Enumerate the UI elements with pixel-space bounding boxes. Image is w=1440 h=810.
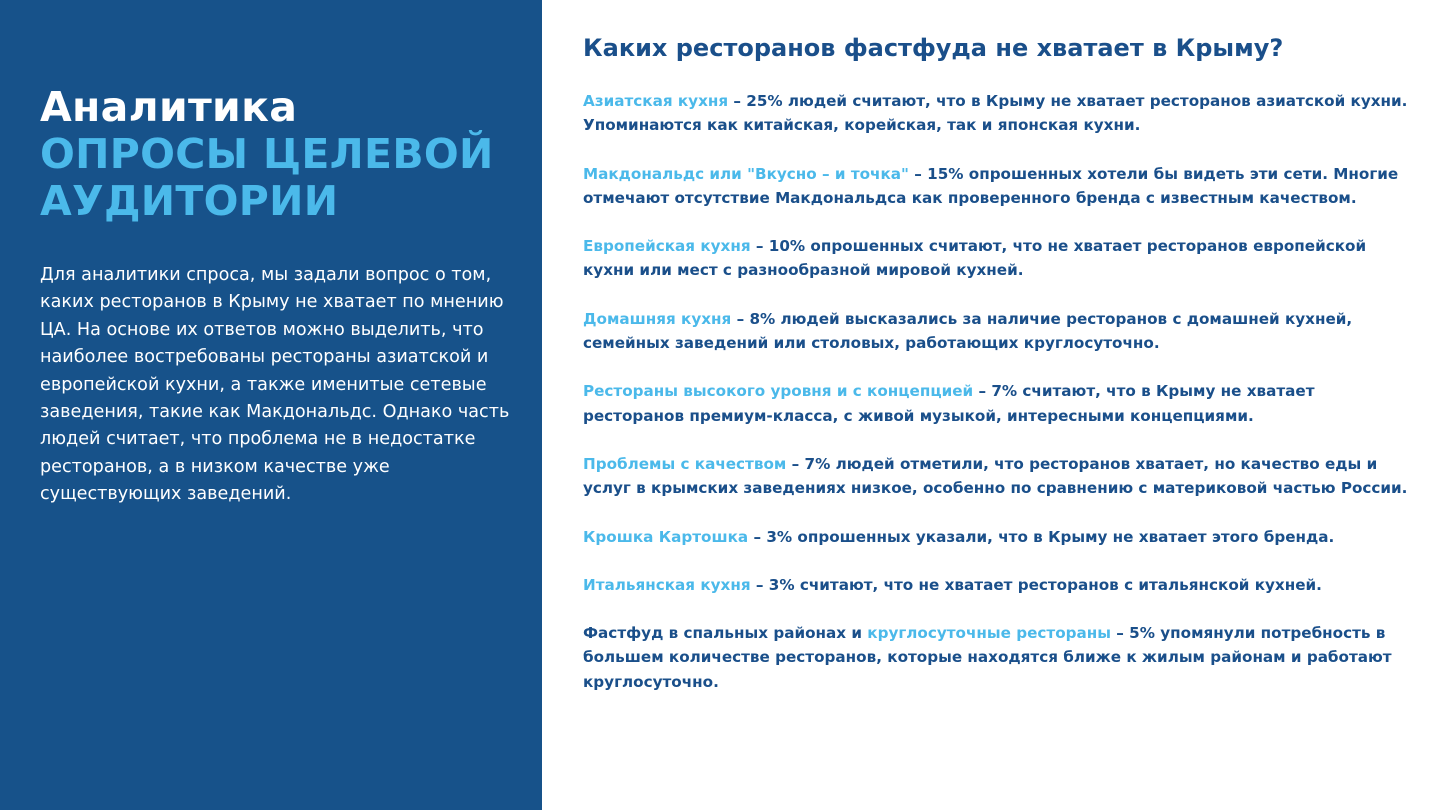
- finding-asian: [583, 89, 1413, 138]
- finding-text: – 15% опрошенных хотели бы видеть эти сети. Многие отмечают отсутствие Макдональдса как проверенного бренда с известным качеством.: [583, 164, 1399, 207]
- finding-highlight: Крошка Картошка: [583, 527, 749, 546]
- section-heading: Каких ресторанов фастфуда не хватает в Крыму?: [583, 34, 1284, 62]
- finding-highlight: Европейская кухня: [583, 237, 751, 256]
- finding-highlight: Макдональдс или "Вкусно – и точка": [583, 164, 909, 183]
- finding-mcdonalds: [583, 162, 1413, 211]
- finding-fastfood-24h: [583, 621, 1413, 694]
- finding-text: – 10% опрошенных считают, что не хватает ресторанов европейской кухни или мест с разнообразной мировой кухней.: [583, 237, 1367, 280]
- content-panel: [583, 0, 1413, 810]
- finding-italian: [583, 573, 1413, 597]
- intro-paragraph: Для аналитики спроса, мы задали вопрос о том, каких ресторанов в Крыму не хватает по мнению ЦА. На основе их ответов можно выделить, что наиболее востребованы рестораны азиатской и европейской кухни, а также именитые сетевые заведения, такие как Макдональдс. Однако часть людей считает, что проблема не в недостатке ресторанов, а в низком качестве уже существующих заведений.: [40, 265, 510, 505]
- title-line-audience: АУДИТОРИИ: [40, 177, 339, 225]
- finding-text: – 7% считают, что в Крыму не хватает ресторанов премиум-класса, с живой музыкой, интересными концепциями.: [583, 382, 1315, 425]
- finding-highlight: Азиатская кухня: [583, 92, 729, 110]
- finding-highlight: Итальянская кухня: [583, 575, 751, 594]
- title-line-analytics: Аналитика: [40, 83, 298, 131]
- finding-highlight: Домашняя кухня: [583, 309, 732, 328]
- finding-highlight: Рестораны высокого уровня и с концепцией: [583, 382, 974, 401]
- findings-list: [583, 89, 1413, 718]
- finding-prefix: Фастфуд в спальных районах и: [583, 624, 868, 643]
- title-line-surveys: ОПРОСЫ ЦЕЛЕВОЙ: [40, 130, 494, 178]
- finding-european: [583, 234, 1413, 283]
- finding-text: – 3% считают, что не хватает ресторанов с итальянской кухней.: [750, 575, 1322, 594]
- finding-home-cooking: [583, 307, 1413, 356]
- finding-quality: [583, 452, 1413, 501]
- finding-text: – 25% людей считают, что в Крыму не хватает ресторанов азиатской кухни. Упоминаются как китайская, корейская, так и японская кухни.: [583, 92, 1408, 135]
- finding-kroshka-kartoshka: [583, 525, 1413, 549]
- finding-text: – 5% упомянули потребность в большем количестве ресторанов, которые находятся ближе к жилым районам и работают круглосуточно.: [583, 624, 1392, 691]
- left-panel: [0, 0, 542, 810]
- finding-text: – 8% людей высказались за наличие ресторанов с домашней кухней, семейных заведений или столовых, работающих круглосуточно.: [583, 309, 1353, 353]
- page-title: [40, 84, 520, 225]
- finding-highlight: Проблемы с качеством: [583, 454, 787, 473]
- finding-text: – 3% опрошенных указали, что в Крыму не хватает этого бренда.: [748, 527, 1335, 546]
- finding-premium: [583, 379, 1413, 428]
- finding-text: – 7% людей отметили, что ресторанов хватает, но качество еды и услуг в крымских заведениях низкое, особенно по сравнению с материковой частью России.: [583, 454, 1408, 498]
- finding-highlight: круглосуточные рестораны: [867, 624, 1111, 643]
